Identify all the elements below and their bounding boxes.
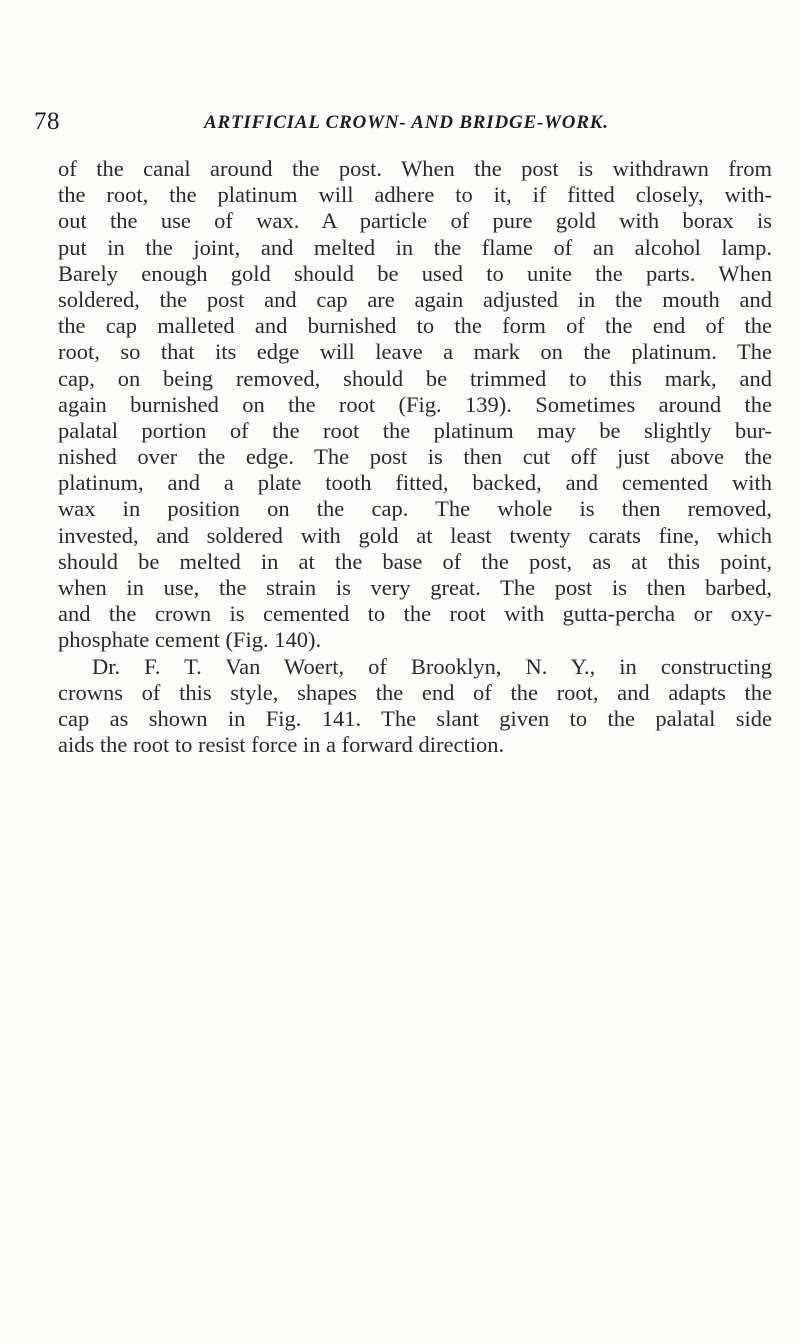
text-line: aids the root to resist force in a forward direction. xyxy=(58,732,505,758)
page-number: 78 xyxy=(34,108,60,135)
text-line: when in use, the strain is very great. The post is then barbed, xyxy=(58,575,772,600)
text-line: Barely enough gold should be used to unite the parts. When xyxy=(58,260,772,286)
text-line: Dr. F. T. Van Woert, of Brooklyn, N. Y., in constructing xyxy=(92,653,772,679)
text-line: crowns of this style, shapes the end of the root, and adapts the xyxy=(58,679,772,705)
text-line: the cap malleted and burnished to the form of the end of the xyxy=(58,313,772,339)
running-title: ARTIFICIAL CROWN- AND BRIDGE-WORK. xyxy=(204,112,609,133)
text-line: platinum, and a plate tooth fitted, backed, and cemented with xyxy=(58,470,772,496)
text-line: root, so that its edge will leave a mark on the platinum. The xyxy=(58,339,772,365)
text-line: the root, the platinum will adhere to it, if fitted closely, with- xyxy=(58,182,772,208)
text-line: phosphate cement (Fig. 140). xyxy=(58,627,322,653)
text-line: cap, on being removed, should be trimmed to this mark, and xyxy=(58,365,772,391)
text-line: wax in position on the cap. The whole is then removed, xyxy=(58,496,772,522)
text-line: put in the joint, and melted in the flame of an alcohol lamp. xyxy=(58,234,772,260)
text-line: soldered, the post and cap are again adjusted in the mouth and xyxy=(58,286,772,312)
text-line: out the use of wax. A particle of pure gold with borax is xyxy=(58,208,772,234)
running-head xyxy=(34,106,774,138)
text-line: invested, and soldered with gold at least twenty carats fine, which xyxy=(58,522,772,548)
body-text xyxy=(58,156,772,758)
text-line: cap as shown in Fig. 141. The slant given to the palatal side xyxy=(58,705,772,731)
text-line: nished over the edge. The post is then cut off just above the xyxy=(58,444,772,470)
text-line: and the crown is cemented to the root with gutta-percha or oxy- xyxy=(58,601,772,627)
text-line: of the canal around the post. When the post is withdrawn from xyxy=(58,156,772,181)
text-line: palatal portion of the root the platinum may be slightly bur- xyxy=(58,417,772,443)
text-line: should be melted in at the base of the post, as at this point, xyxy=(58,548,772,574)
text-line: again burnished on the root (Fig. 139). Sometimes around the xyxy=(58,391,772,417)
